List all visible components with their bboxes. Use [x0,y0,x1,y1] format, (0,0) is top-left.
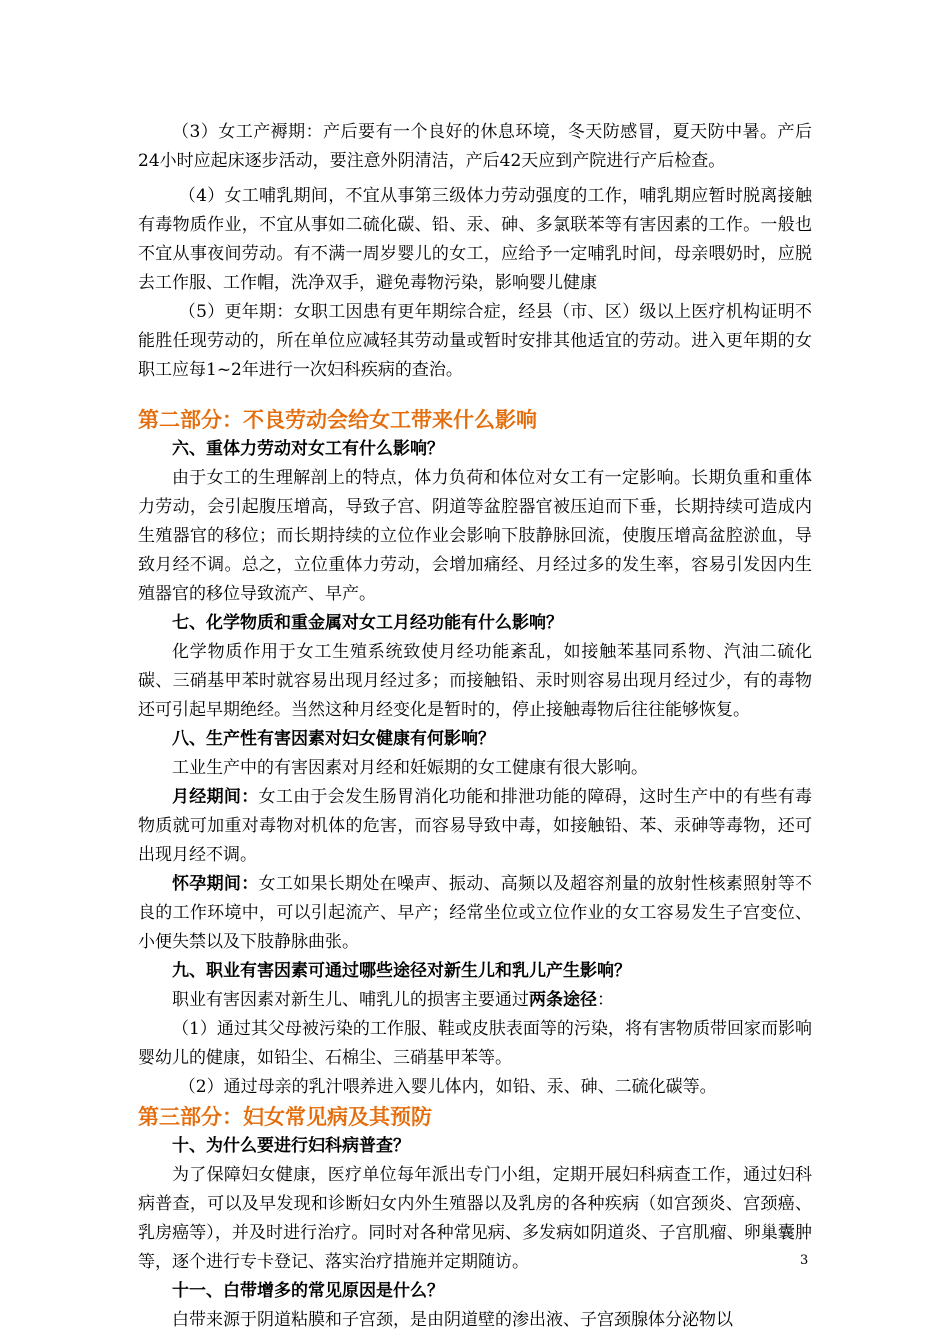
answer-paragraph-6: 由于女工的生理解剖上的特点，体力负荷和体位对女工有一定影响。长期负重和重体力劳动，会引起腹压增高，导致子宫、阴道等盆腔器官被压迫而下垂，长期持续可造成内生殖器官的移位；而长期持续的立位作业会影响下肢静脉回流，使腹压增高盆腔淤血，导致月经不调。总之，立位重体力劳动，会增加痛经、月经过多的发生率，容易引发因内生殖器官的移位导致流产、早产。 [138,468,812,604]
menstrual-period-text: 女工由于会发生肠胃消化功能和排泄功能的障碍，这时生产中的有些有毒物质就可加重对毒物对机体的危害，而容易导致中毒，如接触铅、苯、汞砷等毒物，还可出现月经不调。 [138,787,813,865]
answer-paragraph-7: 化学物质作用于女工生殖系统致使月经功能紊乱，如接触苯基同系物、汽油二硫化碳、三硝基甲苯时就容易出现月经过多；而接触铅、汞时则容易出现月经过少，有的毒物还可引起早期绝经。当然这种月经变化是暂时的，停止接触毒物后往往能够恢复。 [138,642,812,720]
question-heading-8: 八、生产性有害因素对妇女健康有何影响？ [172,729,495,749]
question-heading-11: 十一、白带增多的常见原因是什么？ [172,1281,444,1301]
question-heading-6: 六、重体力劳动对女工有什么影响？ [172,439,444,459]
section-title-part2: 第二部分：不良劳动会给女工带来什么影响 [138,408,537,432]
paragraph-menopause: （5）更年期：女职工因患有更年期综合症，经县（市、区）级以上医疗机构证明不能胜任现劳动的，所在单位应减轻其劳动量或暂时安排其他适宜的劳动。进入更年期的女职工应每1~2年进行一次妇科疾病的查治。 [138,302,812,380]
paragraph-lactation: （4）女工哺乳期间，不宜从事第三级体力劳动强度的工作，哺乳期应暂时脱离接触有毒物质作业，不宜从事如二硫化碳、铅、汞、砷、多氯联苯等有害因素的工作。一般也不宜从事夜间劳动。有不满一周岁婴儿的女工，应给予一定哺乳时间，母亲喂奶时，应脱去工作服、工作帽，洗净双手，避免毒物污染，影响婴儿健康 [138,186,812,293]
two-pathways-emphasis: 两条途径 [529,990,597,1010]
menstrual-period-paragraph [138,783,812,870]
pathway-item-1: （1）通过其父母被污染的工作服、鞋或皮肤表面等的污染，将有害物质带回家而影响婴幼儿的健康，如铅尘、石棉尘、三硝基甲苯等。 [138,1019,812,1068]
pregnancy-period-label: 怀孕期间： [172,874,259,894]
page-content [138,118,812,1335]
pathway-item-2: （2）通过母亲的乳汁喂养进入婴儿体内，如铅、汞、砷、二硫化碳等。 [178,1077,717,1097]
answer-paragraph-9 [138,986,812,1015]
pregnancy-period-paragraph [138,870,812,957]
answer-paragraph-10: 为了保障妇女健康，医疗单位每年派出专门小组，定期开展妇科病查工作，通过妇科病普查，可以及早发现和诊断妇女内外生殖器以及乳房的各种疾病（如宫颈炎、宫颈癌、乳房癌等），并及时进行治疗。同时对各种常见病、多发病如阴道炎、子宫肌瘤、卵巢囊肿等，逐个进行专卡登记、落实治疗措施并定期随访。 [138,1165,812,1272]
menstrual-period-label: 月经期间： [172,787,259,807]
pregnancy-period-text: 女工如果长期处在噪声、振动、高频以及超容剂量的放射性核素照射等不良的工作环境中，可以引起流产、早产；经常坐位或立位作业的女工容易发生子宫变位、小便失禁以及下肢静脉曲张。 [138,874,813,952]
answer-paragraph-11: 白带来源于阴道粘膜和子宫颈，是由阴道壁的渗出液、子宫颈腺体分泌物以 [172,1310,733,1330]
question-heading-10: 十、为什么要进行妇科病普查？ [172,1136,410,1156]
answer-paragraph-8: 工业生产中的有害因素对月经和妊娠期的女工健康有很大影响。 [172,758,648,778]
paragraph-postpartum: （3）女工产褥期：产后要有一个良好的休息环境，冬天防感冒，夏天防中暑。产后24小时应起床逐步活动，要注意外阴清洁，产后42天应到产院进行产后检查。 [138,122,812,171]
page-number: 3 [800,1253,809,1268]
question-heading-9: 九、职业有害因素可通过哪些途径对新生儿和乳儿产生影响？ [172,961,631,981]
answer-9-text: 职业有害因素对新生儿、哺乳儿的损害主要通过 [172,990,529,1010]
answer-9-colon: ： [597,990,614,1010]
section-title-part3: 第三部分：妇女常见病及其预防 [138,1105,432,1129]
question-heading-7: 七、化学物质和重金属对女工月经功能有什么影响？ [172,613,563,633]
